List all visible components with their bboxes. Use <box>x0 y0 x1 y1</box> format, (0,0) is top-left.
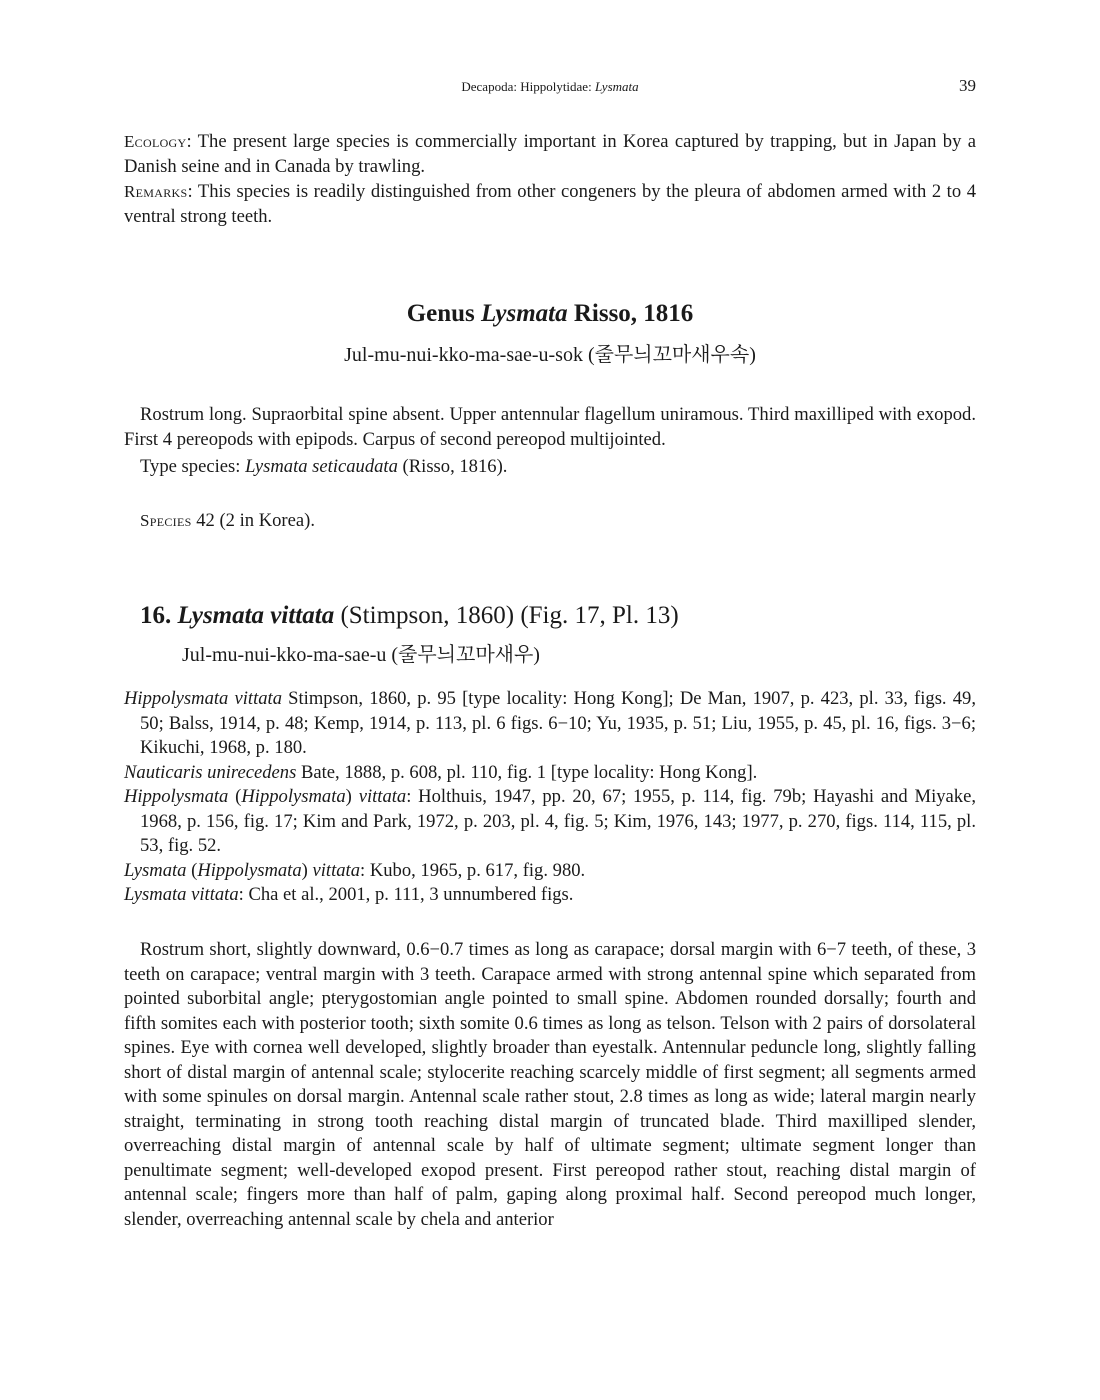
ecology-paragraph <box>124 130 976 179</box>
type-species-author: (Risso, 1816). <box>397 456 508 477</box>
species-number: 16. <box>140 602 172 629</box>
synonym-entry: Hippolysmata (Hippolysmata) vittata: Holthuis, 1947, pp. 20, 67; 1955, p. 114, fig. 79b; Hayashi and Miyake, 1968, p. 156, fig. 17; Kim and Park, 1972, p. 203, pl. 4, fig. 5; Kim, 1976, 143; 1977, p. 270, figs. 114, 115, pl. 53, fig. 52. <box>124 786 976 856</box>
synonym-name: Hippolysmata vittata <box>124 688 282 709</box>
synonym-entry <box>124 761 976 786</box>
species-name: Lysmata vittata <box>177 602 335 629</box>
synonym-citations: : Kubo, 1965, p. 617, fig. 980. <box>360 859 586 881</box>
synonym-name: Lysmata <box>124 859 187 881</box>
synonym-subgenus: Hippolysmata <box>241 786 346 807</box>
synonym-name: Lysmata vittata <box>124 884 239 905</box>
remarks-label: Remarks <box>124 182 188 201</box>
genus-korean-name: Jul-mu-nui-kko-ma-sae-u-sok (줄무늬꼬마새우속) <box>344 344 756 366</box>
type-species <box>124 455 976 480</box>
synonym-epithet: vittata <box>358 786 407 807</box>
synonym-name: Hippolysmata <box>124 786 229 807</box>
synonym-citations: Stimpson, 1860, p. 95 [type locality: Hong Kong]; De Man, 1907, p. 423, pl. 33, figs. 49, 50; Balss, 1914, p. 48; Kemp, 1914, p. 113, pl. 6 figs. 6−10; Yu, 1935, p. 51; Liu, 1955, p. 45, pl. 16, figs. 3−6; Kikuchi, 1968, p. 180. <box>140 688 976 758</box>
species-count <box>124 509 976 534</box>
genus-heading <box>124 300 976 328</box>
running-title-genus: Lysmata <box>594 79 639 94</box>
synonym-subgenus: Hippolysmata <box>197 859 302 881</box>
synonym-citations: : Holthuis, 1947, pp. 20, 67; 1955, p. 114, fig. 79b; Hayashi and Miyake, 1968, p. 156, fig. 17; Kim and Park, 1972, p. 203, pl. 4, fig. 5; Kim, 1976, 143; 1977, p. 270, figs. 114, 115, pl. 53, fig. 52. <box>140 786 976 856</box>
species-count-label: Species <box>140 511 192 530</box>
synonym-citations: : Cha et al., 2001, p. 111, 3 unnumbered figs. <box>238 884 574 905</box>
synonymy-list <box>124 687 976 908</box>
remarks-text: : This species is readily distinguished from other congeners by the pleura of abdomen armed with 2 to 4 ventral strong teeth. <box>124 181 976 227</box>
ecology-label: Ecology <box>124 132 187 151</box>
type-species-label: Type species: <box>140 456 246 477</box>
remarks-paragraph <box>124 180 976 229</box>
running-title <box>124 79 976 95</box>
species-korean-name: Jul-mu-nui-kko-ma-sae-u (줄무늬꼬마새우) <box>182 644 540 666</box>
running-title-text: Decapoda: Hippolytidae: <box>461 79 595 94</box>
synonym-citations: Bate, 1888, p. 608, pl. 110, fig. 1 [type locality: Hong Kong]. <box>296 761 758 783</box>
species-heading <box>140 602 679 630</box>
synonym-name: Nauticaris unirecedens <box>124 761 297 783</box>
synonym-entry: Lysmata (Hippolysmata) vittata: Kubo, 1965, p. 617, fig. 980. <box>124 859 586 881</box>
page-header <box>124 76 976 98</box>
page-number: 39 <box>959 76 976 95</box>
synonym-entry <box>124 883 976 908</box>
genus-diagnosis: Rostrum long. Supraorbital spine absent. Upper antennular flagellum uniramous. Third maxilliped with exopod. First 4 pereopods with epipods. Carpus of second pereopod multijointed. <box>124 404 976 450</box>
species-description: Rostrum short, slightly downward, 0.6−0.7 times as long as carapace; dorsal margin with 6−7 teeth, of these, 3 teeth on carapace; ventral margin with 3 teeth. Carapace armed with strong antennal spine which separated from pointed suborbital angle; pterygostomian angle pointed to small spine. Abdomen rounded dorsally; fourth and fifth somites each with posterior tooth; sixth somite 0.6 times as long as telson. Telson with 2 pairs of dorsolateral spines. Eye with cornea well developed, slightly broader than eyestalk. Antennular peduncle long, slightly falling short of distal margin of antennal scale; stylocerite reaching scarcely middle of first segment; all segments armed with some spinules on dorsal margin. Antennal scale rather stout, 2.8 times as long as wide; lateral margin nearly straight, terminating in strong tooth reaching distal margin of truncated blade. Third maxilliped slender, overreaching distal margin of antennal scale by half of ultimate segment; ultimate segment longer than penultimate segment; well-developed exopod present. First pereopod rather stout, reaching distal margin of antennal scale; fingers more than half of palm, gaping along proximal half. Second pereopod much longer, slender, overreaching antennal scale by chela and anterior <box>124 939 976 1230</box>
ecology-text: : The present large species is commercially important in Korea captured by trapping, but in Japan by a Danish seine and in Canada by trawling. <box>124 131 976 177</box>
synonym-epithet: vittata <box>312 859 360 881</box>
genus-word: Genus <box>406 300 482 327</box>
synonym-entry <box>124 687 976 761</box>
genus-name: Lysmata <box>481 300 568 327</box>
species-count-value: 42 (2 in Korea). <box>191 510 315 531</box>
genus-author: Risso, 1816 <box>567 300 694 327</box>
species-author: (Stimpson, 1860) (Fig. 17, Pl. 13) <box>334 602 679 629</box>
type-species-name: Lysmata seticaudata <box>245 456 398 477</box>
